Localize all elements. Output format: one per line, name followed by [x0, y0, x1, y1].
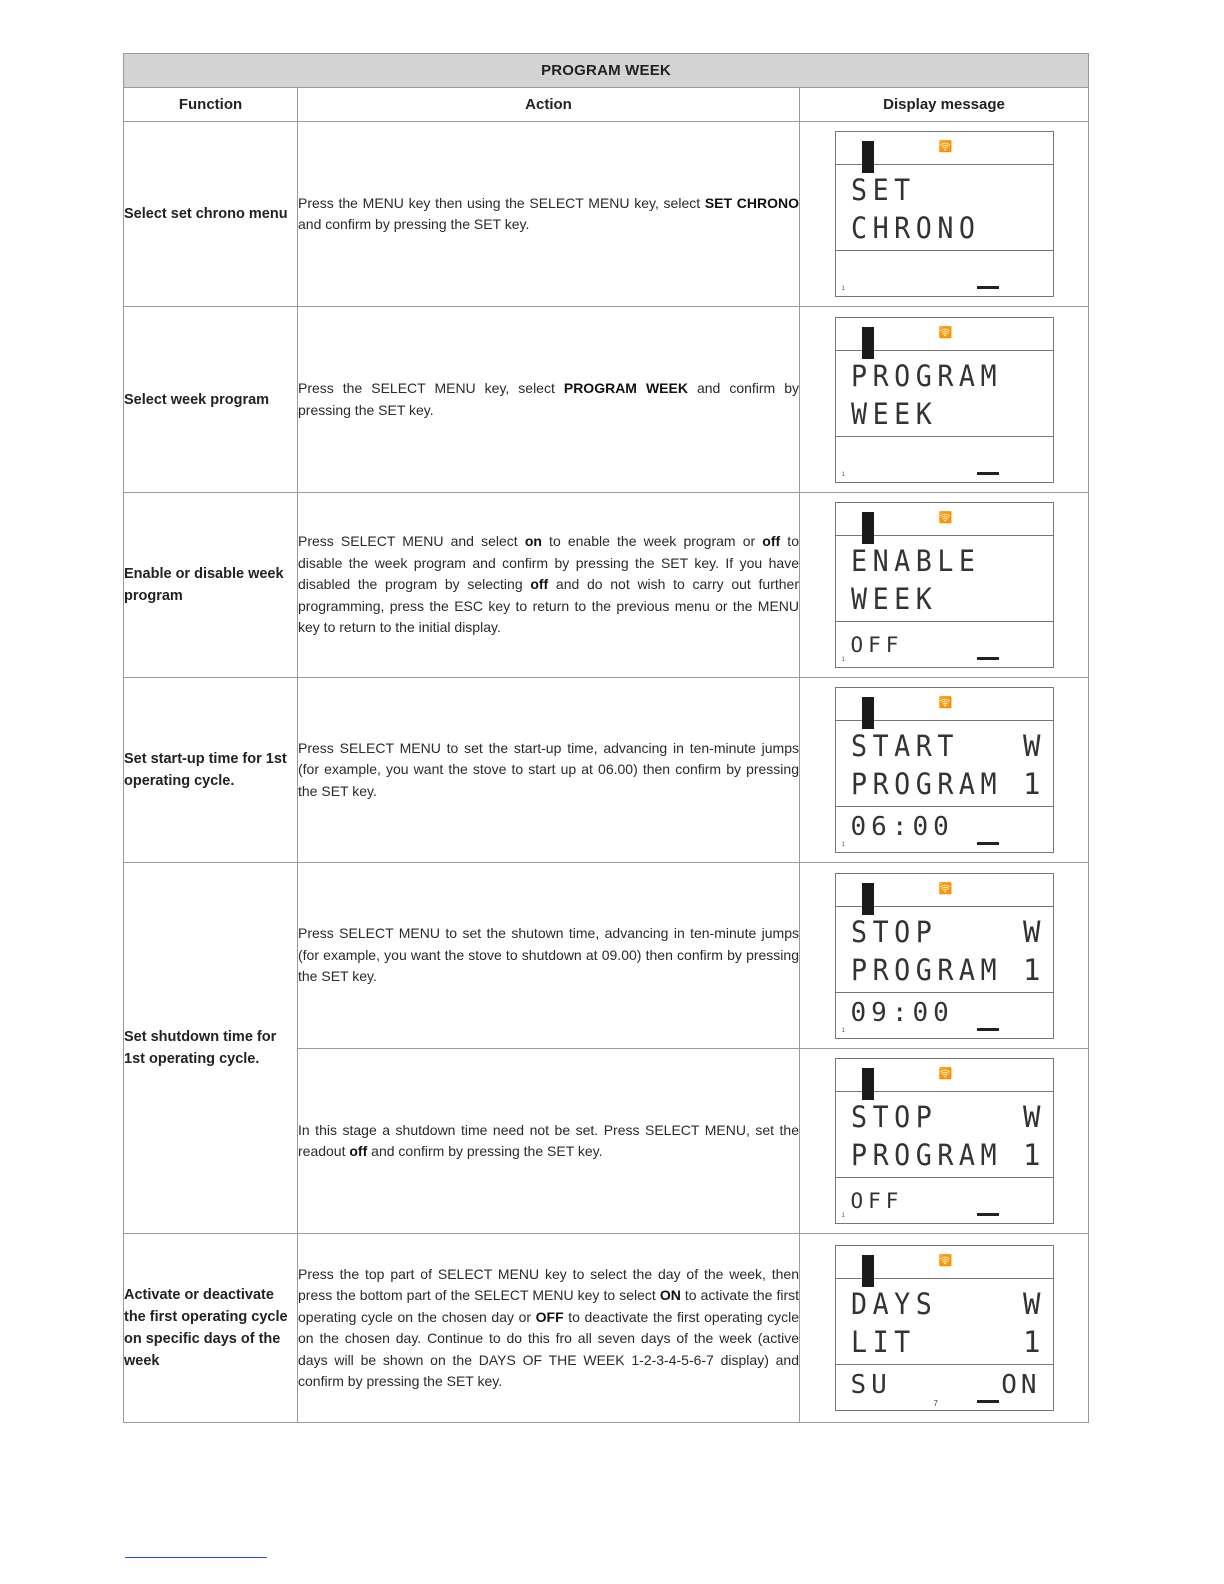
lcd-line2: PROGRAM — [850, 1138, 1002, 1172]
lcd-line2-right: 1 — [1023, 1138, 1041, 1172]
lcd-line2: WEEK — [850, 396, 937, 431]
function-cell: Select week program — [124, 307, 298, 493]
lcd-small-num: 1 — [841, 1213, 845, 1219]
lcd-line2-right: 1 — [1023, 952, 1041, 987]
battery-bars-icon — [862, 327, 892, 343]
wifi-icon: 🛜 — [938, 1255, 953, 1267]
lcd-small-num: 1 — [841, 842, 845, 848]
lcd-dash — [977, 1400, 999, 1403]
display-cell — [800, 1049, 1089, 1234]
lcd-small-num: 7 — [933, 1399, 938, 1408]
table-row — [124, 863, 1089, 1049]
action-cell: Press SELECT MENU to set the start-up time, advancing in ten-minute jumps (for example, you want the stove to start up at 06.00) then confirm by pressing the SET key. — [298, 678, 800, 863]
footnote-separator — [125, 1557, 267, 1558]
lcd-line1-right: W — [1023, 914, 1041, 949]
lcd-bottom-right: ON — [1001, 1370, 1041, 1400]
lcd-display — [835, 873, 1054, 1039]
lcd-line1: SET — [850, 173, 916, 207]
function-cell: Enable or disable week program — [124, 493, 298, 678]
wifi-icon: 🛜 — [938, 1068, 953, 1080]
action-cell: In this stage a shutdown time need not be set. Press SELECT MENU, set the readout off and confirm by pressing the SET key. — [298, 1049, 800, 1234]
table-row — [124, 1234, 1089, 1423]
lcd-line2: WEEK — [850, 582, 937, 616]
lcd-dash — [977, 1028, 999, 1031]
function-cell: Activate or deactivate the first operating cycle on specific days of the week — [124, 1234, 298, 1423]
battery-bars-icon — [862, 697, 892, 713]
program-week-table — [123, 53, 1089, 1423]
lcd-bottom-left: OFF — [850, 633, 904, 657]
lcd-line1: STOP — [850, 914, 937, 949]
lcd-bottom-left: 06:00 — [850, 812, 954, 842]
header-function: Function — [124, 88, 298, 122]
lcd-bottom-left: OFF — [850, 1189, 904, 1213]
lcd-line2-right: 1 — [1023, 767, 1041, 801]
lcd-dash — [977, 1213, 999, 1216]
table-row — [124, 122, 1089, 307]
table-row — [124, 493, 1089, 678]
header-action: Action — [298, 88, 800, 122]
lcd-display — [835, 502, 1054, 668]
lcd-line2-right: 1 — [1023, 1325, 1041, 1359]
battery-bars-icon — [862, 883, 892, 899]
lcd-dash — [977, 657, 999, 660]
battery-bars-icon — [862, 1068, 892, 1084]
wifi-icon: 🛜 — [938, 141, 953, 153]
display-cell — [800, 1234, 1089, 1423]
lcd-line1-right: W — [1023, 1100, 1041, 1134]
lcd-dash — [977, 472, 999, 475]
function-cell: Set shutdown time for 1st operating cycle. — [124, 863, 298, 1234]
lcd-line2: PROGRAM — [850, 952, 1002, 987]
action-cell: Press the MENU key then using the SELECT MENU key, select SET CHRONO and confirm by pressing the SET key. — [298, 122, 800, 307]
lcd-display — [835, 1058, 1054, 1224]
lcd-display — [835, 1245, 1054, 1411]
lcd-line1-right: W — [1023, 729, 1041, 763]
table-row — [124, 307, 1089, 493]
lcd-line1: DAYS — [850, 1287, 937, 1321]
wifi-icon: 🛜 — [938, 326, 953, 339]
lcd-dash — [977, 842, 999, 845]
lcd-small-num: 1 — [841, 286, 845, 292]
display-cell — [800, 863, 1089, 1049]
action-cell: Press the top part of SELECT MENU key to select the day of the week, then press the bottom part of the SELECT MENU key to select ON to activate the first operating cycle on the chosen day or OFF to deactivate the first operating cycle on the chosen day. Continue to do this fro all seven days of the week (active days will be shown on the DAYS OF THE WEEK 1-2-3-4-5-6-7 display) and confirm by pressing the SET key. — [298, 1234, 800, 1423]
function-cell: Select set chrono menu — [124, 122, 298, 307]
battery-bars-icon — [862, 141, 892, 157]
wifi-icon: 🛜 — [938, 512, 953, 524]
action-cell: Press SELECT MENU to set the shutown time, advancing in ten-minute jumps (for example, you want the stove to shutdown at 09.00) then confirm by pressing the SET key. — [298, 863, 800, 1049]
lcd-small-num: 1 — [841, 471, 845, 478]
lcd-display — [835, 687, 1054, 853]
wifi-icon: 🛜 — [938, 697, 953, 709]
battery-bars-icon — [862, 1255, 892, 1271]
display-cell — [800, 307, 1089, 493]
lcd-dash — [977, 286, 999, 289]
table-title: PROGRAM WEEK — [124, 54, 1089, 88]
action-cell: Press SELECT MENU and select on to enable the week program or off to disable the week program and confirm by pressing the SET key. If you have disabled the program by selecting off and do not wish to carry out further programming, press the ESC key to return to the previous menu or the MENU key to return to the initial display. — [298, 493, 800, 678]
header-display: Display message — [800, 88, 1089, 122]
battery-bars-icon — [862, 512, 892, 528]
lcd-line1: STOP — [850, 1100, 937, 1134]
lcd-line1-right: W — [1023, 1287, 1041, 1321]
display-cell — [800, 493, 1089, 678]
lcd-small-num: 1 — [841, 1027, 845, 1034]
lcd-display — [835, 317, 1054, 483]
function-cell: Set start-up time for 1st operating cycle. — [124, 678, 298, 863]
lcd-line1: PROGRAM — [850, 358, 1002, 393]
display-cell — [800, 678, 1089, 863]
lcd-line1: ENABLE — [850, 544, 981, 578]
lcd-bottom-left: 09:00 — [850, 997, 954, 1028]
lcd-small-num: 1 — [841, 657, 845, 663]
lcd-bottom-left: SU — [850, 1370, 892, 1400]
display-cell — [800, 122, 1089, 307]
lcd-line2: CHRONO — [850, 211, 981, 245]
table-row — [124, 678, 1089, 863]
action-cell: Press the SELECT MENU key, select PROGRAM WEEK and confirm by pressing the SET key. — [298, 307, 800, 493]
lcd-line2: PROGRAM — [850, 767, 1002, 801]
wifi-icon: 🛜 — [938, 882, 953, 895]
lcd-line2: LIT — [850, 1325, 916, 1359]
lcd-line1: START — [850, 729, 959, 763]
lcd-display — [835, 131, 1054, 297]
